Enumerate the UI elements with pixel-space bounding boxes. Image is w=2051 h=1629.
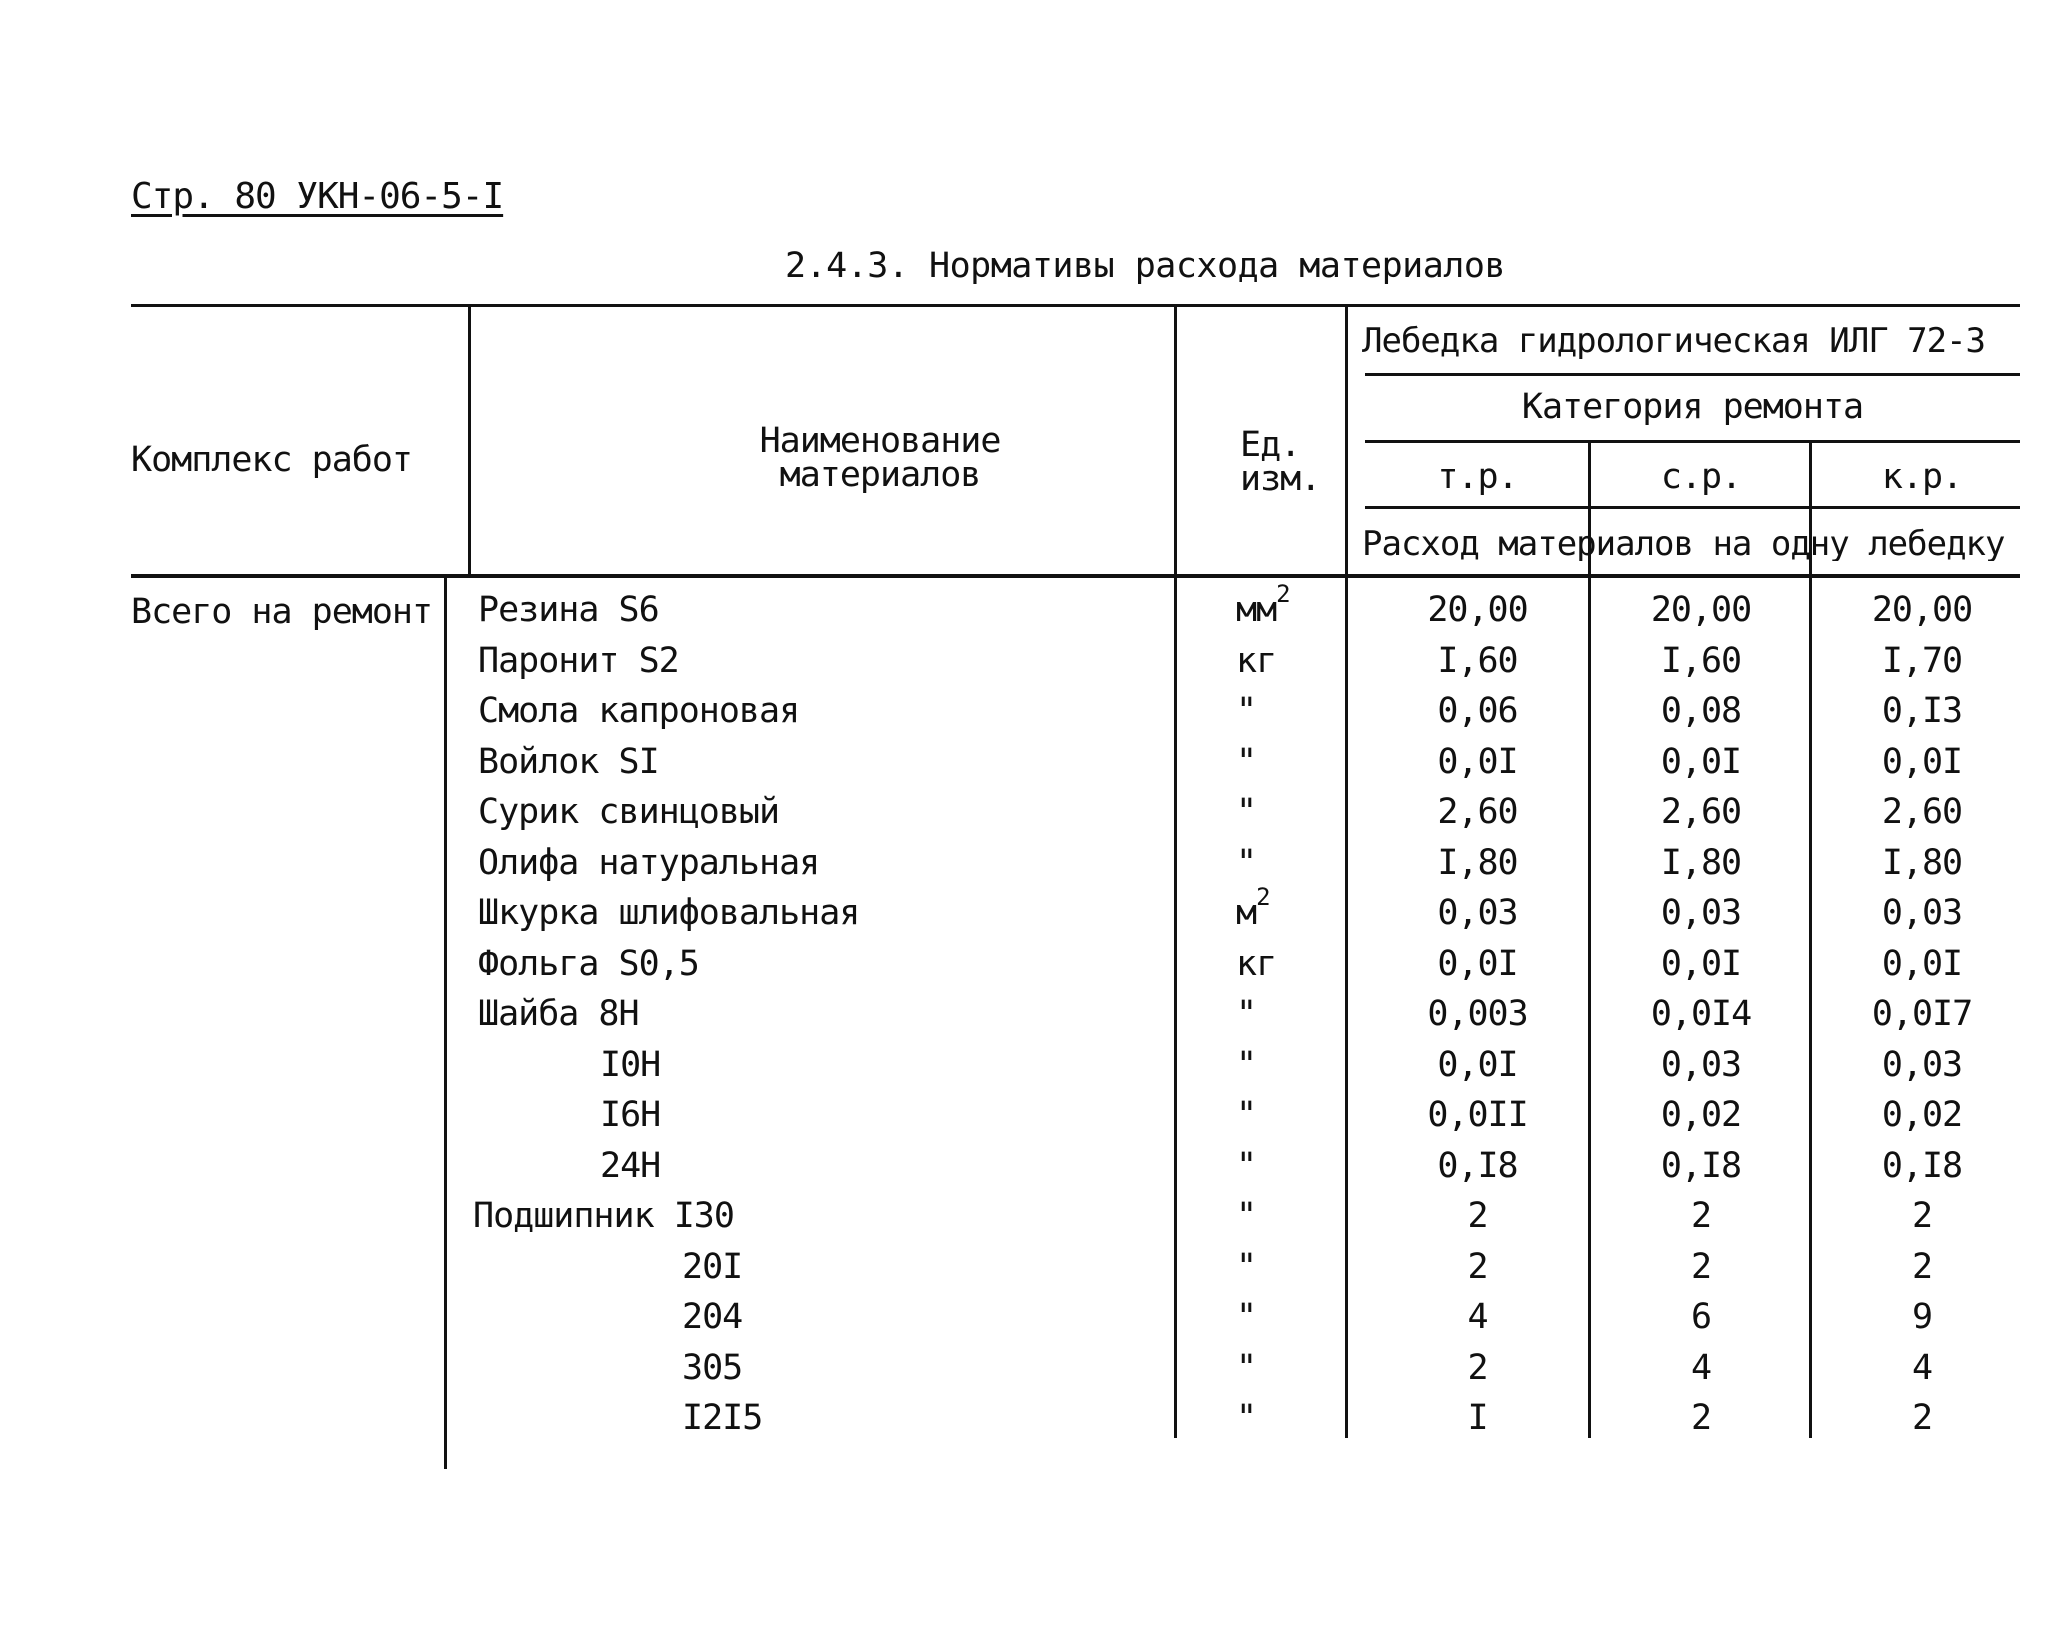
value-kr: 0,I3 xyxy=(1881,691,1963,731)
subcategory-rule xyxy=(1365,506,2020,509)
unit-cell xyxy=(1236,1146,1257,1186)
value-sr: 0,0I xyxy=(1660,944,1742,984)
unit-text: " xyxy=(1236,1146,1257,1186)
material-name: Фольга S0,5 xyxy=(478,944,699,984)
value-sr: 0,03 xyxy=(1660,1045,1742,1085)
value-kr: I,80 xyxy=(1881,843,1963,883)
unit-cell xyxy=(1236,1196,1257,1236)
unit-superscript: 2 xyxy=(1276,580,1290,609)
table-top-rule xyxy=(131,304,2020,307)
unit-cell xyxy=(1236,1247,1257,1287)
value-sr: 2 xyxy=(1690,1398,1712,1438)
header-cat-kr: к.р. xyxy=(1881,457,1963,497)
value-tr: 0,0I xyxy=(1437,944,1518,984)
header-bottom-rule xyxy=(131,574,2020,578)
value-sr: 2 xyxy=(1690,1247,1712,1287)
material-name: Шайба 8Н xyxy=(478,994,639,1034)
value-kr: 2 xyxy=(1911,1196,1933,1236)
material-name: Олифа натуральная xyxy=(478,843,820,883)
value-tr: 0,0I xyxy=(1437,742,1518,782)
value-tr: 2 xyxy=(1467,1348,1488,1388)
material-name: Подшипник I30 xyxy=(473,1196,734,1236)
value-sr: 4 xyxy=(1690,1348,1712,1388)
material-name: I0Н xyxy=(600,1045,661,1085)
header-material xyxy=(670,421,1090,495)
column-divider-complex xyxy=(468,304,471,574)
value-sr: 0,03 xyxy=(1660,893,1742,933)
value-tr: 0,003 xyxy=(1427,994,1528,1034)
value-sr: 2 xyxy=(1690,1196,1712,1236)
column-divider-unit xyxy=(1345,304,1348,1438)
header-cat-tr: т.р. xyxy=(1437,457,1518,497)
value-kr: 0,0I xyxy=(1881,944,1963,984)
winch-rule xyxy=(1365,373,2020,376)
header-cat-sr: с.р. xyxy=(1660,457,1742,497)
unit-cell xyxy=(1236,1398,1257,1438)
unit-cell xyxy=(1236,641,1277,681)
unit-cell xyxy=(1236,883,1270,933)
value-kr: 0,0I7 xyxy=(1871,994,1973,1034)
value-tr: 0,03 xyxy=(1437,893,1518,933)
material-name: Паронит S2 xyxy=(478,641,679,681)
unit-cell xyxy=(1236,1095,1257,1135)
header-material-line1: Наименование xyxy=(759,421,1001,461)
unit-cell xyxy=(1236,580,1290,630)
unit-text: м xyxy=(1236,893,1257,933)
value-sr: I,60 xyxy=(1660,641,1742,681)
unit-cell xyxy=(1236,944,1277,984)
column-divider-complex-body xyxy=(444,577,447,1469)
unit-text: " xyxy=(1236,1045,1257,1085)
unit-text: " xyxy=(1236,742,1257,782)
value-kr: 0,03 xyxy=(1881,1045,1963,1085)
column-divider-sr xyxy=(1809,440,1812,1438)
unit-text: " xyxy=(1236,994,1257,1034)
value-tr: I,80 xyxy=(1437,843,1518,883)
material-name: Смола капроновая xyxy=(478,691,800,731)
complex-value: Всего на ремонт xyxy=(131,592,433,632)
unit-text: мм xyxy=(1236,590,1277,630)
value-sr: 0,02 xyxy=(1660,1095,1742,1135)
material-name: I2I5 xyxy=(682,1398,763,1438)
material-name: 24Н xyxy=(600,1146,661,1186)
header-unit-line1: Ед. xyxy=(1240,425,1301,465)
value-sr: 0,08 xyxy=(1660,691,1742,731)
value-kr: 0,03 xyxy=(1881,893,1963,933)
material-name: 20I xyxy=(682,1247,743,1287)
value-sr: 20,00 xyxy=(1650,590,1752,630)
value-kr: 2,60 xyxy=(1881,792,1963,832)
value-sr: 6 xyxy=(1690,1297,1712,1337)
value-kr: 4 xyxy=(1911,1348,1933,1388)
unit-text: " xyxy=(1236,1348,1257,1388)
value-tr: 2 xyxy=(1467,1196,1488,1236)
value-kr: 0,0I xyxy=(1881,742,1963,782)
value-sr: I,80 xyxy=(1660,843,1742,883)
value-tr: 2,60 xyxy=(1437,792,1518,832)
material-name: 204 xyxy=(682,1297,743,1337)
material-name: I6Н xyxy=(600,1095,661,1135)
unit-text: " xyxy=(1236,843,1257,883)
unit-cell xyxy=(1236,1045,1257,1085)
unit-text: " xyxy=(1236,691,1257,731)
header-material-line2: материалов xyxy=(779,455,981,495)
header-unit xyxy=(1240,425,1321,499)
value-kr: 9 xyxy=(1911,1297,1933,1337)
unit-cell xyxy=(1236,843,1257,883)
value-kr: 2 xyxy=(1911,1398,1933,1438)
unit-superscript: 2 xyxy=(1256,883,1270,912)
category-rule xyxy=(1365,440,2020,443)
value-tr: 2 xyxy=(1467,1247,1488,1287)
value-kr: 2 xyxy=(1911,1247,1933,1287)
unit-text: " xyxy=(1236,1247,1257,1287)
header-winch: Лебедка гидрологическая ИЛГ 72-3 xyxy=(1362,321,1986,361)
header-category: Категория ремонта xyxy=(1521,387,1864,427)
value-sr: 0,I8 xyxy=(1660,1146,1742,1186)
material-name: Шкурка шлифовальная xyxy=(478,893,860,933)
value-sr: 2,60 xyxy=(1660,792,1742,832)
column-divider-material xyxy=(1174,304,1177,1438)
unit-cell xyxy=(1236,1348,1257,1388)
unit-text: кг xyxy=(1236,944,1277,984)
unit-cell xyxy=(1236,1297,1257,1337)
unit-cell xyxy=(1236,792,1257,832)
unit-text: " xyxy=(1236,792,1257,832)
unit-cell xyxy=(1236,742,1257,782)
material-name: Резина S6 xyxy=(478,590,659,630)
unit-text: " xyxy=(1236,1095,1257,1135)
unit-text: " xyxy=(1236,1196,1257,1236)
header-complex: Комплекс работ xyxy=(131,440,413,480)
unit-text: " xyxy=(1236,1297,1257,1337)
value-kr: I,70 xyxy=(1881,641,1963,681)
unit-text: кг xyxy=(1236,641,1277,681)
value-tr: 20,00 xyxy=(1427,590,1528,630)
header-unit-line2: изм. xyxy=(1240,459,1321,499)
value-tr: 0,I8 xyxy=(1437,1146,1518,1186)
value-tr: 0,0II xyxy=(1427,1095,1528,1135)
value-tr: 4 xyxy=(1467,1297,1488,1337)
value-sr: 0,0I xyxy=(1660,742,1742,782)
value-sr: 0,0I4 xyxy=(1650,994,1752,1034)
page-reference: Стр. 80 УКН-06-5-I xyxy=(131,176,504,217)
value-kr: 0,I8 xyxy=(1881,1146,1963,1186)
material-name: Сурик свинцовый xyxy=(478,792,780,832)
value-tr: 0,06 xyxy=(1437,691,1518,731)
value-tr: 0,0I xyxy=(1437,1045,1518,1085)
value-tr: I,60 xyxy=(1437,641,1518,681)
material-name: 305 xyxy=(682,1348,743,1388)
unit-cell xyxy=(1236,994,1257,1034)
unit-cell xyxy=(1236,691,1257,731)
header-consumption: Расход материалов на одну лебедку xyxy=(1362,527,2005,561)
value-tr: I xyxy=(1467,1398,1488,1438)
table-title: 2.4.3. Нормативы расхода материалов xyxy=(785,246,1506,286)
material-name: Войлок SI xyxy=(478,742,659,782)
column-divider-tr xyxy=(1588,440,1591,1438)
value-kr: 0,02 xyxy=(1881,1095,1963,1135)
value-kr: 20,00 xyxy=(1871,590,1973,630)
unit-text: " xyxy=(1236,1398,1257,1438)
